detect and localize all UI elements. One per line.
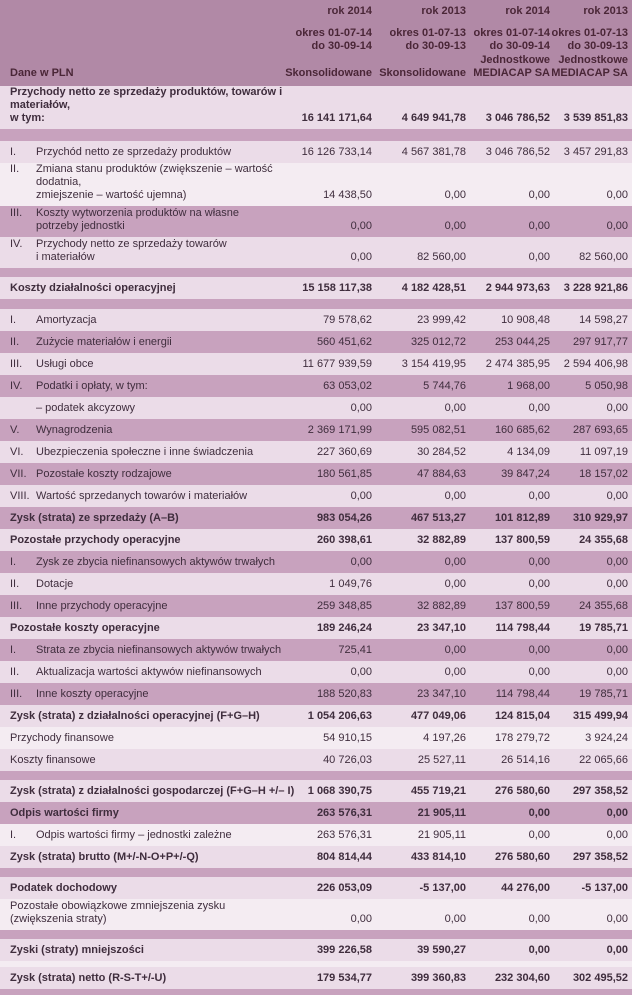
value-unit-2014: 0,00 — [528, 807, 550, 819]
value-unit-2013: 18 157,02 — [579, 468, 628, 480]
header-row-label: Dane w PLN — [10, 67, 74, 79]
value-unit-2013: 0,00 — [606, 666, 628, 678]
value-unit-2013: 24 355,68 — [579, 534, 628, 546]
value-consolidated-2013: 4 567 381,78 — [401, 146, 466, 158]
value-unit-2014: 160 685,62 — [494, 424, 550, 436]
value-unit-2013: 302 495,52 — [572, 972, 628, 984]
table-row — [0, 683, 632, 705]
value-consolidated-2013: 32 882,89 — [417, 600, 466, 612]
table-row — [0, 141, 632, 163]
value-unit-2014: 178 279,72 — [494, 732, 550, 744]
row-numeral-spacer — [10, 220, 36, 233]
row-label-cell — [0, 785, 300, 802]
value-unit-2013: 3 539 851,83 — [563, 112, 628, 124]
table-row — [0, 206, 632, 237]
table-row — [0, 441, 632, 463]
row-separator — [0, 930, 632, 939]
row-separator — [0, 299, 632, 309]
row-numeral: IV. — [10, 238, 23, 250]
value-unit-2014: 0,00 — [528, 944, 550, 956]
value-unit-2014: 1 968,00 — [507, 380, 550, 392]
value-consolidated-2014: 259 348,85 — [316, 600, 372, 612]
table-row — [0, 802, 632, 824]
row-label-text: Pozostałe koszty rodzajowe — [36, 468, 172, 480]
value-unit-2013: 0,00 — [606, 402, 628, 414]
column-scope: Skonsolidowane — [285, 67, 372, 79]
value-consolidated-2013: 23 999,42 — [417, 314, 466, 326]
row-label-cell — [0, 402, 300, 419]
table-row — [0, 617, 632, 639]
table-row — [0, 507, 632, 529]
table-body — [0, 86, 632, 995]
table-row — [0, 727, 632, 749]
value-consolidated-2014: 0,00 — [350, 913, 372, 925]
value-unit-2013: 0,00 — [606, 578, 628, 590]
row-label-text: Zużycie materiałów i energii — [36, 336, 172, 348]
row-numeral: II. — [10, 336, 20, 348]
row-label-text: Koszty działalności operacyjnej — [10, 282, 176, 294]
value-unit-2014: 0,00 — [528, 913, 550, 925]
table-row — [0, 331, 632, 353]
row-label-cell — [0, 207, 300, 237]
value-unit-2013: 0,00 — [606, 220, 628, 232]
value-consolidated-2014: 2 369 171,99 — [307, 424, 372, 436]
row-label-text: Zysk (strata) z działalności gospodarczej (F+G–H +/– I) — [10, 785, 295, 797]
row-numeral: III. — [10, 358, 23, 370]
value-consolidated-2014: 16 126 733,14 — [301, 146, 372, 158]
table-row — [0, 661, 632, 683]
value-unit-2014: 276 580,60 — [494, 851, 550, 863]
column-period: okres 01-07-13 do 30-09-13 — [551, 27, 628, 52]
row-separator — [0, 771, 632, 780]
value-unit-2014: 0,00 — [528, 578, 550, 590]
table-row — [0, 573, 632, 595]
value-unit-2013: 297 358,52 — [572, 851, 628, 863]
row-label-text-line2: i materiałów — [36, 251, 95, 263]
table-row — [0, 846, 632, 868]
value-unit-2014: 0,00 — [528, 556, 550, 568]
value-unit-2013: 0,00 — [606, 644, 628, 656]
value-unit-2014: 0,00 — [528, 251, 550, 263]
row-label-cell — [0, 578, 300, 595]
value-unit-2014: 2 944 973,63 — [485, 282, 550, 294]
row-label-cell — [0, 358, 300, 375]
value-consolidated-2014: 0,00 — [350, 666, 372, 678]
value-consolidated-2013: 25 527,11 — [417, 754, 466, 766]
value-unit-2013: 0,00 — [606, 556, 628, 568]
column-year: rok 2013 — [583, 5, 628, 17]
row-label-text: Przychód netto ze sprzedaży produktów — [36, 146, 232, 158]
value-unit-2014: 137 800,59 — [494, 600, 550, 612]
table-header — [0, 0, 632, 86]
value-consolidated-2014: 40 726,03 — [323, 754, 372, 766]
table-row — [0, 705, 632, 727]
value-consolidated-2013: 3 154 419,95 — [401, 358, 466, 370]
value-consolidated-2014: 227 360,69 — [316, 446, 372, 458]
value-consolidated-2013: 32 882,89 — [417, 534, 466, 546]
value-unit-2014: 101 812,89 — [494, 512, 550, 524]
table-row — [0, 397, 632, 419]
row-label-cell — [0, 380, 300, 397]
row-label-text: Przychody netto ze sprzedaży towarów — [36, 238, 227, 250]
value-consolidated-2014: 1 054 206,63 — [307, 710, 372, 722]
row-label-text-line2: zmiejszenie – wartość ujemna) — [36, 189, 187, 201]
row-label-text: – podatek akcyzowy — [36, 402, 136, 414]
value-consolidated-2013: 467 513,27 — [410, 512, 466, 524]
row-label-text: Wartość sprzedanych towarów i materiałów — [36, 490, 248, 502]
row-label-cell — [0, 282, 300, 299]
value-unit-2013: 0,00 — [606, 944, 628, 956]
column-scope: Jednostkowe MEDIACAP SA — [551, 54, 628, 79]
row-label-text: Zysk (strata) netto (R-S-T+/-U) — [10, 972, 167, 984]
table-row — [0, 529, 632, 551]
table-row — [0, 419, 632, 441]
value-unit-2014: 44 276,00 — [501, 882, 550, 894]
value-consolidated-2013: 4 649 941,78 — [401, 112, 466, 124]
value-consolidated-2014: 263 576,31 — [316, 807, 372, 819]
value-consolidated-2013: 0,00 — [444, 578, 466, 590]
value-consolidated-2013: -5 137,00 — [419, 882, 466, 894]
value-unit-2013: -5 137,00 — [581, 882, 628, 894]
row-numeral: I. — [10, 146, 17, 158]
value-consolidated-2013: 21 905,11 — [417, 829, 466, 841]
value-unit-2013: 3 228 921,86 — [563, 282, 628, 294]
table-row — [0, 551, 632, 573]
column-year: rok 2014 — [505, 5, 550, 17]
value-consolidated-2014: 560 451,62 — [316, 336, 372, 348]
value-consolidated-2013: 433 814,10 — [410, 851, 466, 863]
table-row — [0, 749, 632, 771]
value-consolidated-2014: 725,41 — [338, 644, 372, 656]
value-consolidated-2014: 226 053,09 — [316, 882, 372, 894]
table-row — [0, 375, 632, 397]
value-consolidated-2014: 0,00 — [350, 220, 372, 232]
row-label-text: Inne przychody operacyjne — [36, 600, 168, 612]
table-row — [0, 463, 632, 485]
column-scope: Jednostkowe MEDIACAP SA — [473, 54, 550, 79]
value-unit-2014: 0,00 — [528, 189, 550, 201]
row-label-cell — [0, 882, 300, 899]
row-label-cell — [0, 829, 300, 846]
value-unit-2013: 19 785,71 — [579, 688, 628, 700]
row-separator — [0, 268, 632, 277]
value-unit-2014: 232 304,60 — [494, 972, 550, 984]
value-consolidated-2014: 179 534,77 — [316, 972, 372, 984]
row-label-cell — [0, 688, 300, 705]
row-label-text: Wynagrodzenia — [36, 424, 113, 436]
table-row — [0, 595, 632, 617]
value-consolidated-2014: 14 438,50 — [323, 189, 372, 201]
column-year: rok 2014 — [327, 5, 372, 17]
row-numeral: I. — [10, 314, 17, 326]
row-separator — [0, 989, 632, 995]
table-row — [0, 824, 632, 846]
row-label-text: Koszty wytworzenia produktów na własne — [36, 207, 239, 219]
value-unit-2013: 297 917,77 — [572, 336, 628, 348]
value-consolidated-2013: 455 719,21 — [410, 785, 466, 797]
row-label-cell — [0, 490, 300, 507]
row-numeral: VI. — [10, 446, 24, 458]
value-unit-2014: 114 798,44 — [495, 622, 550, 634]
row-label-text: Zysk (strata) z działalności operacyjnej (F+G–H) — [10, 710, 260, 722]
value-consolidated-2013: 23 347,10 — [417, 622, 466, 634]
row-label-cell — [0, 424, 300, 441]
value-consolidated-2014: 983 054,26 — [316, 512, 372, 524]
value-consolidated-2014: 260 398,61 — [316, 534, 372, 546]
value-consolidated-2014: 1 068 390,75 — [307, 785, 372, 797]
row-numeral: III. — [10, 688, 23, 700]
row-numeral: II. — [10, 666, 20, 678]
value-consolidated-2013: 30 284,52 — [417, 446, 466, 458]
value-unit-2013: 19 785,71 — [579, 622, 628, 634]
table-row — [0, 353, 632, 375]
value-consolidated-2014: 188 520,83 — [316, 688, 372, 700]
row-label-text: Zysk (strata) ze sprzedaży (A–B) — [10, 512, 179, 524]
value-unit-2013: 22 065,66 — [579, 754, 628, 766]
value-unit-2013: 2 594 406,98 — [563, 358, 628, 370]
value-unit-2013: 0,00 — [606, 913, 628, 925]
value-unit-2013: 24 355,68 — [579, 600, 628, 612]
table-row — [0, 780, 632, 802]
row-label-text: Zyski (straty) mniejszości — [10, 944, 144, 956]
value-unit-2013: 3 457 291,83 — [563, 146, 628, 158]
table-row — [0, 86, 632, 129]
row-label-text: Przychody finansowe — [10, 732, 114, 744]
row-numeral: IV. — [10, 380, 23, 392]
row-label-cell — [0, 163, 300, 206]
row-label-text: Zmiana stanu produktów (zwiększenie – wartość dodatnia, — [36, 163, 273, 188]
row-label-text: Pozostałe przychody operacyjne — [10, 534, 181, 546]
value-unit-2014: 26 514,16 — [501, 754, 550, 766]
row-numeral: I. — [10, 556, 17, 568]
value-consolidated-2014: 63 053,02 — [323, 380, 372, 392]
row-numeral: I. — [10, 829, 17, 841]
value-unit-2014: 137 800,59 — [494, 534, 550, 546]
row-label-text: Dotacje — [36, 578, 74, 590]
value-unit-2014: 0,00 — [528, 829, 550, 841]
table-row — [0, 237, 632, 268]
value-unit-2014: 39 847,24 — [501, 468, 550, 480]
row-label-text: Podatki i opłaty, w tym: — [36, 380, 148, 392]
row-label-cell — [0, 900, 300, 930]
table-row — [0, 877, 632, 899]
row-label-text: Pozostałe koszty operacyjne — [10, 622, 160, 634]
row-label-cell — [0, 468, 300, 485]
table-row — [0, 639, 632, 661]
column-header-unit-2014 — [470, 0, 554, 86]
value-unit-2014: 0,00 — [528, 644, 550, 656]
row-label-text: Zysk (strata) brutto (M+/-N-O+P+/-Q) — [10, 851, 199, 863]
value-unit-2014: 0,00 — [528, 490, 550, 502]
value-consolidated-2014: 0,00 — [350, 556, 372, 568]
row-label-text-line2: potrzeby jednostki — [36, 220, 125, 232]
row-numeral — [10, 402, 36, 415]
row-label-cell — [0, 314, 300, 331]
row-label-cell — [0, 644, 300, 661]
value-unit-2014: 0,00 — [528, 220, 550, 232]
row-label-text-line2: w tym: — [10, 112, 45, 124]
value-unit-2014: 276 580,60 — [494, 785, 550, 797]
column-scope: Skonsolidowane — [379, 67, 466, 79]
value-unit-2013: 287 693,65 — [572, 424, 628, 436]
table-row — [0, 967, 632, 989]
value-consolidated-2013: 325 012,72 — [410, 336, 466, 348]
value-consolidated-2013: 4 182 428,51 — [401, 282, 466, 294]
value-consolidated-2014: 16 141 171,64 — [301, 112, 372, 124]
value-unit-2013: 297 358,52 — [572, 785, 628, 797]
value-unit-2014: 253 044,25 — [494, 336, 550, 348]
value-consolidated-2014: 0,00 — [350, 490, 372, 502]
row-numeral-spacer — [10, 251, 36, 264]
header-row-label-cell — [0, 0, 300, 86]
row-label-text: Strata ze zbycia niefinansowych aktywów trwałych — [36, 644, 282, 656]
table-row — [0, 309, 632, 331]
row-label-text: Pozostałe obowiązkowe zmniejszenia zysku — [10, 900, 226, 912]
column-period: okres 01-07-13 do 30-09-13 — [389, 27, 466, 52]
row-label-text: Zysk ze zbycia niefinansowych aktywów trwałych — [36, 556, 276, 568]
row-label-cell — [0, 336, 300, 353]
value-consolidated-2013: 0,00 — [444, 490, 466, 502]
row-label-cell — [0, 666, 300, 683]
row-label-text: Podatek dochodowy — [10, 882, 117, 894]
value-consolidated-2013: 39 590,27 — [417, 944, 466, 956]
row-label-text: Odpis wartości firmy — [10, 807, 119, 819]
row-numeral: VIII. — [10, 490, 30, 502]
value-unit-2014: 124 815,04 — [494, 710, 550, 722]
column-header-consolidated-2013 — [376, 0, 470, 86]
value-consolidated-2013: 0,00 — [444, 402, 466, 414]
value-unit-2014: 0,00 — [528, 666, 550, 678]
row-label-cell — [0, 556, 300, 573]
table-row — [0, 277, 632, 299]
value-consolidated-2013: 0,00 — [444, 913, 466, 925]
row-label-cell — [0, 238, 300, 268]
value-unit-2013: 14 598,27 — [579, 314, 628, 326]
value-consolidated-2013: 0,00 — [444, 189, 466, 201]
value-unit-2014: 0,00 — [528, 402, 550, 414]
row-label-text: Usługi obce — [36, 358, 94, 370]
row-label-text: Odpis wartości firmy – jednostki zależne — [36, 829, 232, 841]
row-numeral-spacer — [10, 189, 36, 202]
row-label-text: Aktualizacja wartości aktywów niefinansowych — [36, 666, 262, 678]
value-consolidated-2013: 595 082,51 — [410, 424, 466, 436]
row-numeral: VII. — [10, 468, 27, 480]
row-label-cell — [0, 86, 300, 129]
value-consolidated-2014: 15 158 117,38 — [302, 282, 372, 294]
value-unit-2014: 3 046 786,52 — [485, 146, 550, 158]
column-header-consolidated-2014 — [285, 0, 376, 86]
value-unit-2014: 114 798,44 — [495, 688, 550, 700]
value-unit-2014: 4 134,09 — [507, 446, 550, 458]
table-row — [0, 939, 632, 961]
value-consolidated-2013: 82 560,00 — [417, 251, 466, 263]
value-consolidated-2014: 180 561,85 — [316, 468, 372, 480]
row-label-cell — [0, 807, 300, 824]
row-label-cell — [0, 622, 300, 639]
value-consolidated-2013: 0,00 — [444, 220, 466, 232]
value-consolidated-2013: 21 905,11 — [417, 807, 466, 819]
value-unit-2014: 10 908,48 — [501, 314, 550, 326]
row-label-text-line2: (zwiększenia straty) — [10, 913, 107, 925]
value-unit-2014: 3 046 786,52 — [485, 112, 550, 124]
row-label-cell — [0, 534, 300, 551]
row-label-text: Ubezpieczenia społeczne i inne świadczenia — [36, 446, 254, 458]
value-unit-2013: 315 499,94 — [572, 710, 628, 722]
value-unit-2013: 82 560,00 — [579, 251, 628, 263]
row-label-cell — [0, 600, 300, 617]
value-consolidated-2013: 4 197,26 — [423, 732, 466, 744]
value-consolidated-2013: 0,00 — [444, 666, 466, 678]
value-unit-2013: 310 929,97 — [572, 512, 628, 524]
value-consolidated-2014: 11 677 939,59 — [302, 358, 372, 370]
value-unit-2013: 11 097,19 — [579, 446, 628, 458]
value-consolidated-2014: 189 246,24 — [316, 622, 372, 634]
row-label-text: Amortyzacja — [36, 314, 97, 326]
row-label-cell — [0, 732, 300, 749]
row-label-cell — [0, 512, 300, 529]
value-consolidated-2014: 79 578,62 — [323, 314, 372, 326]
value-consolidated-2013: 47 884,63 — [417, 468, 466, 480]
row-numeral: III. — [10, 207, 23, 219]
value-consolidated-2013: 477 049,06 — [410, 710, 466, 722]
value-consolidated-2014: 0,00 — [350, 402, 372, 414]
value-unit-2013: 0,00 — [606, 189, 628, 201]
row-label-cell — [0, 944, 300, 961]
row-label-cell — [0, 754, 300, 771]
table-row — [0, 163, 632, 206]
row-separator — [0, 129, 632, 141]
row-label-cell — [0, 710, 300, 727]
value-unit-2014: 2 474 385,95 — [485, 358, 550, 370]
value-unit-2013: 0,00 — [606, 807, 628, 819]
value-consolidated-2014: 54 910,15 — [323, 732, 372, 744]
value-consolidated-2014: 263 576,31 — [316, 829, 372, 841]
value-consolidated-2014: 1 049,76 — [329, 578, 372, 590]
value-consolidated-2013: 23 347,10 — [417, 688, 466, 700]
value-consolidated-2014: 0,00 — [350, 251, 372, 263]
value-unit-2013: 3 924,24 — [585, 732, 628, 744]
column-year: rok 2013 — [421, 5, 466, 17]
value-unit-2013: 0,00 — [606, 490, 628, 502]
row-label-text: Przychody netto ze sprzedaży produktów, towarów i materiałów, — [10, 86, 283, 111]
column-period: okres 01-07-14 do 30-09-14 — [295, 27, 372, 52]
column-header-unit-2013 — [551, 0, 632, 86]
row-label-text: Inne koszty operacyjne — [36, 688, 149, 700]
row-label-cell — [0, 851, 300, 868]
value-consolidated-2013: 0,00 — [444, 556, 466, 568]
row-numeral: II. — [10, 163, 20, 175]
row-numeral: I. — [10, 644, 17, 656]
row-numeral: II. — [10, 578, 20, 590]
column-period: okres 01-07-14 do 30-09-14 — [473, 27, 550, 52]
row-numeral: III. — [10, 600, 23, 612]
value-consolidated-2013: 0,00 — [444, 644, 466, 656]
value-unit-2013: 0,00 — [606, 829, 628, 841]
value-consolidated-2014: 804 814,44 — [316, 851, 372, 863]
table-row — [0, 899, 632, 930]
row-numeral: V. — [10, 424, 20, 436]
row-label-text: Koszty finansowe — [10, 754, 96, 766]
value-unit-2013: 5 050,98 — [585, 380, 628, 392]
value-consolidated-2013: 399 360,83 — [410, 972, 466, 984]
value-consolidated-2014: 399 226,58 — [316, 944, 372, 956]
value-consolidated-2013: 5 744,76 — [423, 380, 466, 392]
row-label-cell — [0, 446, 300, 463]
row-label-cell — [0, 146, 300, 163]
row-separator — [0, 868, 632, 877]
table-row — [0, 485, 632, 507]
